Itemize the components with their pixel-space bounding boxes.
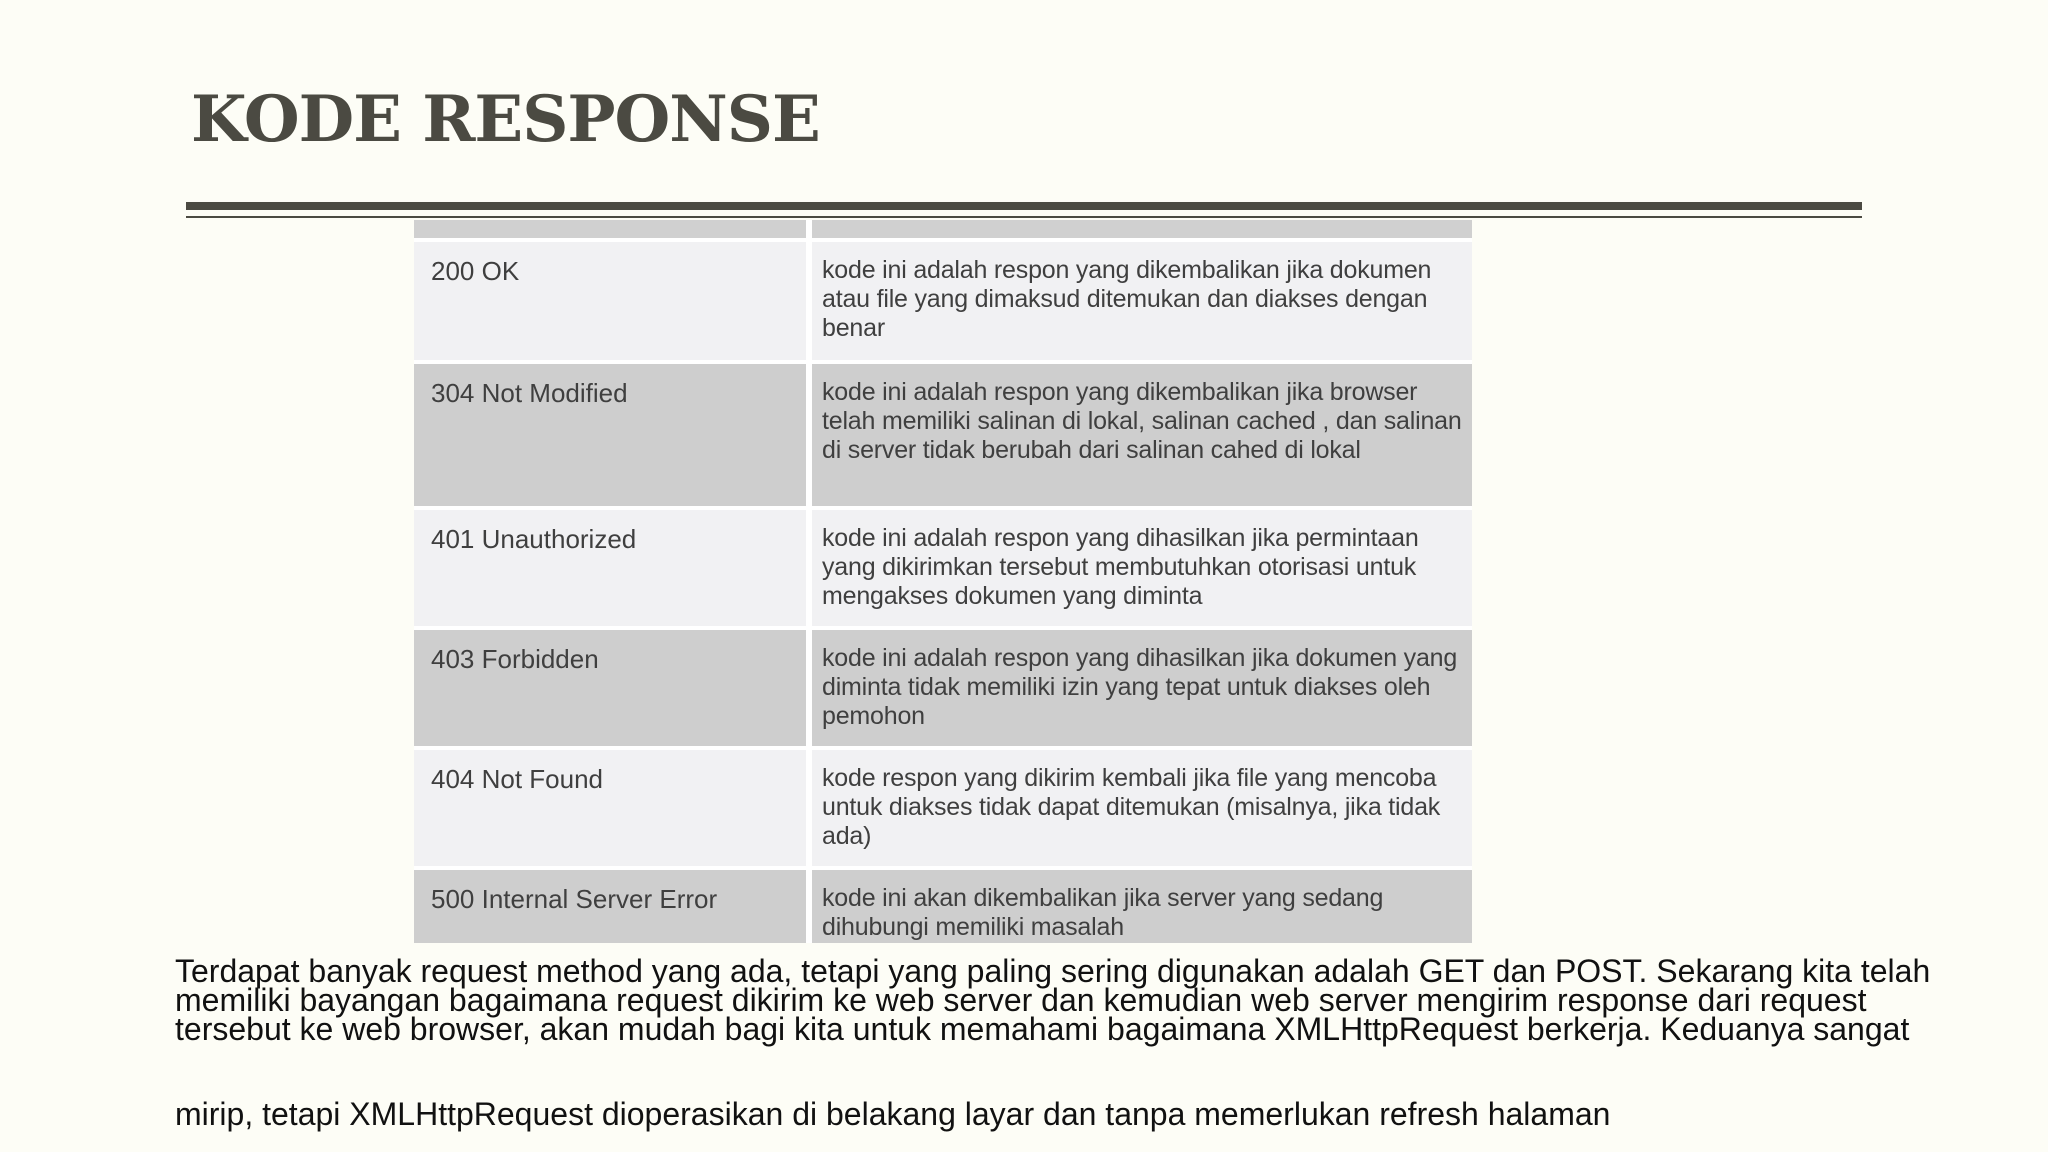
description-cell	[812, 630, 1472, 746]
status-description: kode ini adalah respon yang dikembalikan jika dokumen atau file yang dimaksud ditemukan dan diakses dengan benar	[822, 256, 1432, 342]
description-cell	[812, 870, 1472, 943]
status-code: 401 Unauthorized	[431, 524, 637, 554]
title-divider-thin	[186, 216, 1862, 218]
table-row	[414, 870, 1472, 943]
table-row	[414, 750, 1472, 866]
slide-title: KODE RESPONSE	[191, 82, 820, 157]
status-code: 200 OK	[431, 256, 520, 286]
body-paragraph-continued: mirip, tetapi XMLHttpRequest dioperasikan di belakang layar dan tanpa memerlukan refresh halaman	[175, 1096, 1611, 1132]
description-cell	[812, 750, 1472, 866]
table-row	[414, 242, 1472, 360]
status-description: kode ini adalah respon yang dikembalikan jika browser telah memiliki salinan di lokal, salinan cached , dan salinan di server tidak berubah dari salinan cahed di lokal	[822, 378, 1462, 464]
table-row	[414, 364, 1472, 506]
status-code: 500 Internal Server Error	[431, 884, 718, 914]
status-code-cell	[414, 750, 806, 866]
description-cell	[812, 364, 1472, 506]
status-code-cell	[414, 630, 806, 746]
title-divider-thick	[186, 202, 1862, 210]
description-cell	[812, 510, 1472, 626]
status-code-cell	[414, 242, 806, 360]
status-code-cell	[414, 870, 806, 943]
status-code: 404 Not Found	[431, 764, 604, 794]
status-code-cell	[414, 364, 806, 506]
status-description: kode ini adalah respon yang dihasilkan jika permintaan yang dikirimkan tersebut membutuhkan otorisasi untuk mengakses dokumen yang diminta	[822, 524, 1419, 610]
table-row	[414, 510, 1472, 626]
table-row	[414, 630, 1472, 746]
table-header-strip	[414, 220, 1472, 240]
status-code-cell	[414, 510, 806, 626]
status-description: kode ini akan dikembalikan jika server yang sedang dihubungi memiliki masalah	[822, 884, 1384, 941]
response-code-table	[414, 220, 1472, 943]
status-code: 304 Not Modified	[431, 378, 628, 408]
description-cell	[812, 242, 1472, 360]
body-paragraph: Terdapat banyak request method yang ada, tetapi yang paling sering digunakan adalah GET dan POST. Sekarang kita telah memiliki bayangan bagaimana request dikirim ke web server dan kemudian web server mengirim response dari request tersebut ke web browser, akan mudah bagi kita untuk memahami bagaimana XMLHttpRequest berkerja. Keduanya sangat	[175, 953, 1931, 1047]
status-code: 403 Forbidden	[431, 644, 599, 674]
status-description: kode respon yang dikirim kembali jika file yang mencoba untuk diakses tidak dapat ditemukan (misalnya, jika tidak ada)	[822, 764, 1441, 850]
status-description: kode ini adalah respon yang dihasilkan jika dokumen yang diminta tidak memiliki izin yang tepat untuk diakses oleh pemohon	[822, 644, 1458, 730]
